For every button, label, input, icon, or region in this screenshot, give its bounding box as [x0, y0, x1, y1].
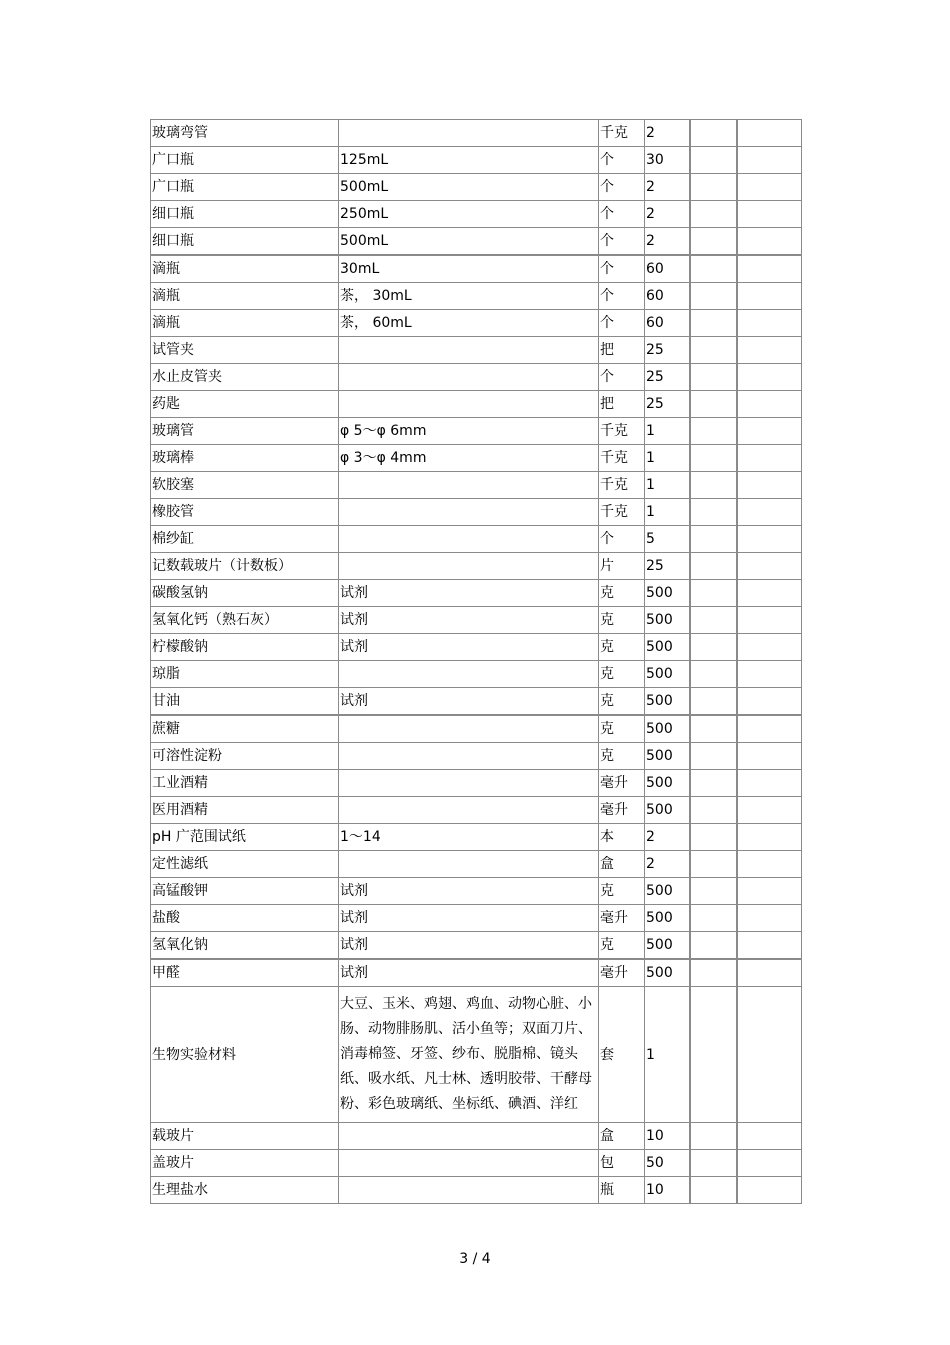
item-qty-cell: 1: [645, 499, 690, 526]
item-name-cell: 棉纱缸: [151, 526, 339, 553]
table-row: [151, 607, 802, 634]
table-row: [151, 337, 802, 364]
empty-cell: [737, 743, 802, 770]
item-qty-cell: 30: [645, 147, 690, 174]
item-unit-cell: 盒: [599, 851, 645, 878]
item-name-cell: 玻璃管: [151, 418, 339, 445]
empty-cell: [737, 174, 802, 201]
table-row: [151, 526, 802, 553]
empty-cell: [690, 1123, 737, 1150]
item-qty-cell: 500: [645, 878, 690, 905]
item-name-cell: 橡胶管: [151, 499, 339, 526]
item-spec-cell: [339, 120, 599, 147]
item-name-cell: 定性滤纸: [151, 851, 339, 878]
table-row: [151, 445, 802, 472]
item-unit-cell: 个: [599, 228, 645, 256]
table-row: [151, 472, 802, 499]
empty-cell: [690, 228, 737, 256]
item-qty-cell: 2: [645, 824, 690, 851]
item-spec-cell: 茶， 30mL: [339, 283, 599, 310]
empty-cell: [690, 201, 737, 228]
table-row: [151, 391, 802, 418]
empty-cell: [690, 661, 737, 688]
empty-cell: [690, 878, 737, 905]
item-qty-cell: 1: [645, 445, 690, 472]
item-name-cell: 水止皮管夹: [151, 364, 339, 391]
table-row: [151, 120, 802, 147]
item-spec-cell: [339, 499, 599, 526]
item-unit-cell: 千克: [599, 472, 645, 499]
item-qty-cell: 50: [645, 1150, 690, 1177]
table-row: [151, 797, 802, 824]
empty-cell: [737, 255, 802, 283]
empty-cell: [690, 932, 737, 960]
item-unit-cell: 毫升: [599, 770, 645, 797]
item-name-cell: 试管夹: [151, 337, 339, 364]
item-qty-cell: 2: [645, 174, 690, 201]
item-spec-cell: 125mL: [339, 147, 599, 174]
item-name-cell: 甲醛: [151, 959, 339, 987]
empty-cell: [690, 472, 737, 499]
item-unit-cell: 本: [599, 824, 645, 851]
item-qty-cell: 60: [645, 255, 690, 283]
empty-cell: [690, 905, 737, 932]
item-unit-cell: 个: [599, 364, 645, 391]
item-unit-cell: 千克: [599, 499, 645, 526]
item-spec-cell: 试剂: [339, 959, 599, 987]
item-unit-cell: 毫升: [599, 797, 645, 824]
item-spec-cell: [339, 364, 599, 391]
table-row: [151, 987, 802, 1123]
table-row: [151, 1150, 802, 1177]
item-spec-cell: [339, 553, 599, 580]
item-name-cell: 碳酸氢钠: [151, 580, 339, 607]
empty-cell: [690, 391, 737, 418]
item-qty-cell: 10: [645, 1123, 690, 1150]
item-spec-cell: [339, 337, 599, 364]
item-unit-cell: 把: [599, 337, 645, 364]
item-unit-cell: 个: [599, 201, 645, 228]
empty-cell: [690, 851, 737, 878]
item-spec-cell: 试剂: [339, 878, 599, 905]
item-unit-cell: 把: [599, 391, 645, 418]
item-qty-cell: 2: [645, 851, 690, 878]
empty-cell: [737, 472, 802, 499]
item-spec-cell: φ 3～φ 4mm: [339, 445, 599, 472]
empty-cell: [737, 1123, 802, 1150]
item-unit-cell: 千克: [599, 120, 645, 147]
item-unit-cell: 克: [599, 932, 645, 960]
empty-cell: [690, 688, 737, 716]
item-unit-cell: 克: [599, 688, 645, 716]
item-spec-cell: 大豆、玉米、鸡翅、鸡血、动物心脏、小肠、动物腓肠肌、活小鱼等；双面刀片、消毒棉签、牙签、纱布、脱脂棉、镜头纸、吸水纸、凡士林、透明胶带、干酵母粉、彩色玻璃纸、坐标纸、碘酒、洋红: [339, 987, 599, 1123]
item-spec-cell: 茶， 60mL: [339, 310, 599, 337]
empty-cell: [737, 797, 802, 824]
item-unit-cell: 片: [599, 553, 645, 580]
item-spec-cell: 500mL: [339, 228, 599, 256]
item-spec-cell: 试剂: [339, 932, 599, 960]
item-spec-cell: [339, 1177, 599, 1204]
empty-cell: [690, 147, 737, 174]
table-row: [151, 283, 802, 310]
item-unit-cell: 个: [599, 147, 645, 174]
item-name-cell: 柠檬酸钠: [151, 634, 339, 661]
item-qty-cell: 2: [645, 201, 690, 228]
empty-cell: [690, 743, 737, 770]
empty-cell: [690, 770, 737, 797]
empty-cell: [737, 337, 802, 364]
item-qty-cell: 2: [645, 120, 690, 147]
item-unit-cell: 克: [599, 743, 645, 770]
item-unit-cell: 包: [599, 1150, 645, 1177]
table-row: [151, 688, 802, 716]
item-spec-cell: [339, 743, 599, 770]
item-name-cell: 滴瓶: [151, 310, 339, 337]
table-row: [151, 878, 802, 905]
empty-cell: [737, 283, 802, 310]
table-row: [151, 661, 802, 688]
item-unit-cell: 个: [599, 255, 645, 283]
table-row: [151, 1123, 802, 1150]
empty-cell: [690, 526, 737, 553]
item-name-cell: 玻璃弯管: [151, 120, 339, 147]
item-unit-cell: 千克: [599, 418, 645, 445]
item-unit-cell: 个: [599, 174, 645, 201]
item-name-cell: pH 广范围试纸: [151, 824, 339, 851]
item-qty-cell: 2: [645, 228, 690, 256]
item-name-cell: 药匙: [151, 391, 339, 418]
empty-cell: [690, 120, 737, 147]
empty-cell: [737, 445, 802, 472]
item-qty-cell: 500: [645, 607, 690, 634]
empty-cell: [737, 661, 802, 688]
item-qty-cell: 500: [645, 905, 690, 932]
empty-cell: [690, 959, 737, 987]
empty-cell: [690, 607, 737, 634]
item-unit-cell: 瓶: [599, 1177, 645, 1204]
item-unit-cell: 克: [599, 878, 645, 905]
empty-cell: [690, 174, 737, 201]
empty-cell: [737, 310, 802, 337]
empty-cell: [690, 797, 737, 824]
item-unit-cell: 毫升: [599, 959, 645, 987]
empty-cell: [737, 715, 802, 743]
table-row: [151, 553, 802, 580]
item-unit-cell: 毫升: [599, 905, 645, 932]
item-spec-cell: [339, 851, 599, 878]
empty-cell: [690, 255, 737, 283]
item-qty-cell: 500: [645, 634, 690, 661]
item-spec-cell: 试剂: [339, 905, 599, 932]
empty-cell: [690, 824, 737, 851]
item-qty-cell: 1: [645, 987, 690, 1123]
item-qty-cell: 25: [645, 337, 690, 364]
empty-cell: [737, 364, 802, 391]
item-name-cell: 盐酸: [151, 905, 339, 932]
empty-cell: [690, 1177, 737, 1204]
item-name-cell: 滴瓶: [151, 283, 339, 310]
item-name-cell: 甘油: [151, 688, 339, 716]
item-name-cell: 蔗糖: [151, 715, 339, 743]
table-row: [151, 634, 802, 661]
equipment-table-container: [150, 119, 802, 1204]
item-qty-cell: 500: [645, 715, 690, 743]
equipment-table: [150, 119, 802, 1204]
item-spec-cell: φ 5～φ 6mm: [339, 418, 599, 445]
item-name-cell: 氢氧化钠: [151, 932, 339, 960]
empty-cell: [690, 445, 737, 472]
item-qty-cell: 500: [645, 770, 690, 797]
empty-cell: [737, 391, 802, 418]
item-unit-cell: 个: [599, 283, 645, 310]
item-spec-cell: [339, 715, 599, 743]
item-qty-cell: 25: [645, 364, 690, 391]
empty-cell: [737, 1150, 802, 1177]
item-unit-cell: 个: [599, 310, 645, 337]
item-qty-cell: 500: [645, 797, 690, 824]
empty-cell: [690, 634, 737, 661]
empty-cell: [737, 634, 802, 661]
item-spec-cell: [339, 797, 599, 824]
item-name-cell: 广口瓶: [151, 147, 339, 174]
table-row: [151, 201, 802, 228]
item-name-cell: 高锰酸钾: [151, 878, 339, 905]
item-spec-cell: [339, 661, 599, 688]
item-spec-cell: [339, 770, 599, 797]
item-name-cell: 医用酒精: [151, 797, 339, 824]
item-qty-cell: 500: [645, 932, 690, 960]
table-row: [151, 959, 802, 987]
item-unit-cell: 盒: [599, 1123, 645, 1150]
item-spec-cell: 试剂: [339, 634, 599, 661]
item-unit-cell: 套: [599, 987, 645, 1123]
item-unit-cell: 克: [599, 715, 645, 743]
empty-cell: [690, 1150, 737, 1177]
item-name-cell: 广口瓶: [151, 174, 339, 201]
item-qty-cell: 1: [645, 472, 690, 499]
empty-cell: [690, 987, 737, 1123]
item-unit-cell: 克: [599, 661, 645, 688]
table-row: [151, 932, 802, 960]
page-number: 3 / 4: [459, 1251, 491, 1267]
item-qty-cell: 500: [645, 661, 690, 688]
table-row: [151, 770, 802, 797]
equipment-table-body: [151, 120, 802, 1204]
item-spec-cell: 1～14: [339, 824, 599, 851]
empty-cell: [690, 553, 737, 580]
item-name-cell: 记数载玻片（计数板）: [151, 553, 339, 580]
item-spec-cell: 250mL: [339, 201, 599, 228]
item-name-cell: 载玻片: [151, 1123, 339, 1150]
empty-cell: [737, 959, 802, 987]
table-row: [151, 364, 802, 391]
item-qty-cell: 500: [645, 580, 690, 607]
empty-cell: [690, 715, 737, 743]
empty-cell: [690, 364, 737, 391]
table-row: [151, 310, 802, 337]
item-qty-cell: 1: [645, 418, 690, 445]
item-unit-cell: 个: [599, 526, 645, 553]
item-spec-cell: 30mL: [339, 255, 599, 283]
item-spec-cell: [339, 1150, 599, 1177]
item-unit-cell: 克: [599, 634, 645, 661]
item-qty-cell: 60: [645, 283, 690, 310]
table-row: [151, 580, 802, 607]
empty-cell: [737, 905, 802, 932]
item-name-cell: 细口瓶: [151, 201, 339, 228]
item-name-cell: 玻璃棒: [151, 445, 339, 472]
item-qty-cell: 500: [645, 959, 690, 987]
item-name-cell: 琼脂: [151, 661, 339, 688]
item-qty-cell: 500: [645, 743, 690, 770]
item-spec-cell: 试剂: [339, 607, 599, 634]
empty-cell: [737, 499, 802, 526]
table-row: [151, 147, 802, 174]
table-row: [151, 255, 802, 283]
empty-cell: [737, 526, 802, 553]
empty-cell: [690, 310, 737, 337]
empty-cell: [737, 147, 802, 174]
table-row: [151, 228, 802, 256]
table-row: [151, 174, 802, 201]
item-unit-cell: 克: [599, 580, 645, 607]
item-qty-cell: 500: [645, 688, 690, 716]
empty-cell: [737, 120, 802, 147]
empty-cell: [737, 770, 802, 797]
empty-cell: [737, 878, 802, 905]
item-qty-cell: 25: [645, 391, 690, 418]
empty-cell: [737, 201, 802, 228]
item-name-cell: 细口瓶: [151, 228, 339, 256]
empty-cell: [737, 688, 802, 716]
table-row: [151, 905, 802, 932]
item-spec-cell: [339, 1123, 599, 1150]
empty-cell: [690, 499, 737, 526]
item-name-cell: 生理盐水: [151, 1177, 339, 1204]
empty-cell: [690, 337, 737, 364]
item-qty-cell: 10: [645, 1177, 690, 1204]
item-spec-cell: 试剂: [339, 688, 599, 716]
empty-cell: [737, 851, 802, 878]
item-unit-cell: 克: [599, 607, 645, 634]
empty-cell: [737, 987, 802, 1123]
empty-cell: [690, 418, 737, 445]
item-qty-cell: 5: [645, 526, 690, 553]
item-name-cell: 软胶塞: [151, 472, 339, 499]
empty-cell: [737, 553, 802, 580]
item-name-cell: 氢氧化钙（熟石灰）: [151, 607, 339, 634]
table-row: [151, 824, 802, 851]
item-name-cell: 生物实验材料: [151, 987, 339, 1123]
table-row: [151, 418, 802, 445]
item-spec-cell: 500mL: [339, 174, 599, 201]
empty-cell: [737, 580, 802, 607]
item-spec-cell: [339, 526, 599, 553]
item-name-cell: 可溶性淀粉: [151, 743, 339, 770]
table-row: [151, 851, 802, 878]
item-unit-cell: 千克: [599, 445, 645, 472]
table-row: [151, 499, 802, 526]
empty-cell: [690, 580, 737, 607]
item-name-cell: 滴瓶: [151, 255, 339, 283]
item-spec-cell: 试剂: [339, 580, 599, 607]
empty-cell: [690, 283, 737, 310]
empty-cell: [737, 932, 802, 960]
table-row: [151, 743, 802, 770]
table-row: [151, 1177, 802, 1204]
empty-cell: [737, 418, 802, 445]
item-spec-cell: [339, 391, 599, 418]
empty-cell: [737, 1177, 802, 1204]
empty-cell: [737, 228, 802, 256]
item-qty-cell: 60: [645, 310, 690, 337]
table-row: [151, 715, 802, 743]
item-spec-cell: [339, 472, 599, 499]
item-name-cell: 盖玻片: [151, 1150, 339, 1177]
item-name-cell: 工业酒精: [151, 770, 339, 797]
empty-cell: [737, 607, 802, 634]
item-qty-cell: 25: [645, 553, 690, 580]
empty-cell: [737, 824, 802, 851]
